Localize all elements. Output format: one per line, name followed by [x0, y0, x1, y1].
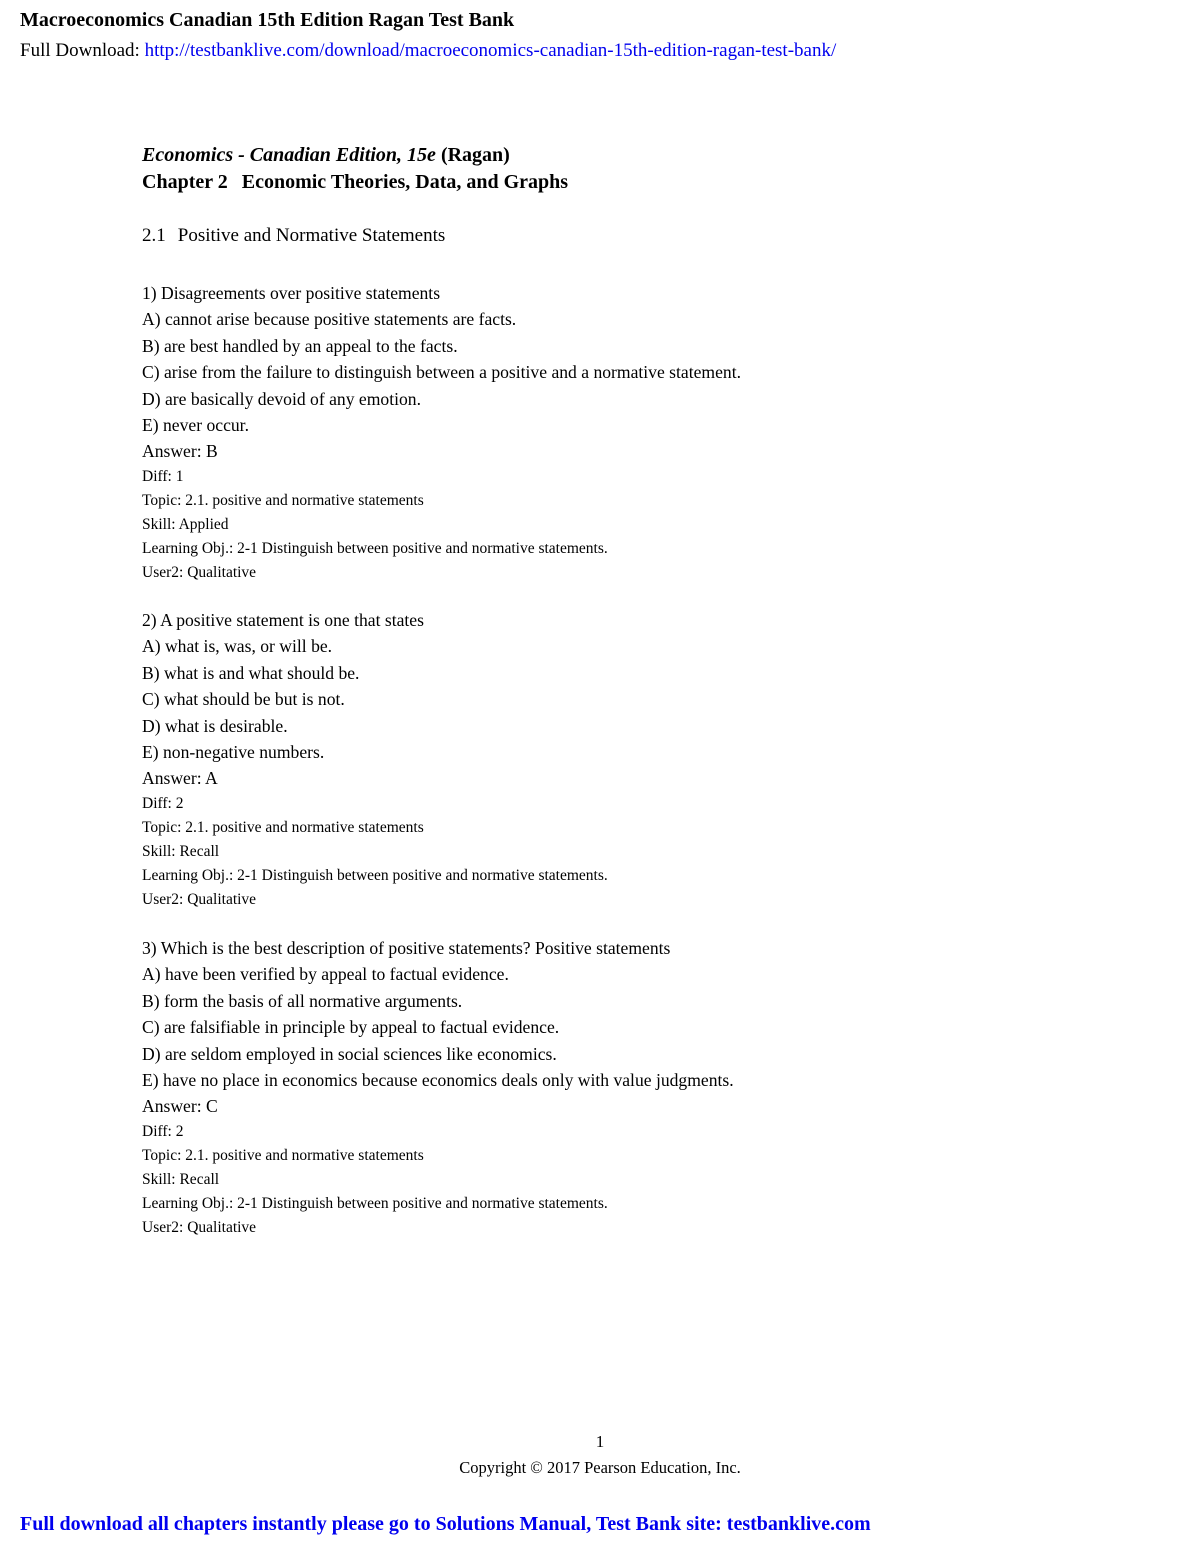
- full-download-link[interactable]: http://testbanklive.com/download/macroeconomics-canadian-15th-edition-ragan-test-bank/: [144, 40, 837, 61]
- copyright-notice: Copyright © 2017 Pearson Education, Inc.: [459, 1458, 741, 1477]
- correct-answer: Answer: C: [142, 1096, 218, 1117]
- answer-option: B) are best handled by an appeal to the facts.: [142, 335, 458, 356]
- download-banner: Full download all chapters instantly please go to Solutions Manual, Test Bank site: testbanklive.com: [20, 1513, 871, 1535]
- learning-objective: Learning Obj.: 2-1 Distinguish between positive and normative statements.: [142, 539, 608, 557]
- section-name: Positive and Normative Statements: [177, 225, 446, 246]
- full-download-line: [20, 40, 836, 62]
- difficulty: Diff: 2: [142, 1122, 184, 1140]
- question-block: [142, 935, 734, 1240]
- answer-option: B) what is and what should be.: [142, 662, 360, 683]
- skill: Skill: Applied: [142, 515, 229, 533]
- answer-option: A) cannot arise because positive statements are facts.: [142, 309, 517, 330]
- book-title-italic: Economics - Canadian Edition, 15e: [142, 144, 436, 166]
- section-number: 2.1: [142, 225, 166, 246]
- answer-option: E) non-negative numbers.: [142, 741, 325, 762]
- page-number: 1: [595, 1432, 605, 1451]
- correct-answer: Answer: A: [142, 768, 218, 789]
- answer-option: A) what is, was, or will be.: [142, 636, 333, 657]
- user2: User2: Qualitative: [142, 890, 257, 908]
- answer-option: A) have been verified by appeal to factual evidence.: [142, 964, 509, 985]
- answer-option: D) what is desirable.: [142, 715, 288, 736]
- topic: Topic: 2.1. positive and normative statements: [142, 818, 424, 836]
- learning-objective: Learning Obj.: 2-1 Distinguish between positive and normative statements.: [142, 1194, 608, 1212]
- question-stem: 3) Which is the best description of positive statements? Positive statements: [142, 938, 671, 958]
- topic: Topic: 2.1. positive and normative statements: [142, 491, 424, 509]
- answer-option: C) arise from the failure to distinguish between a positive and a normative statement.: [142, 362, 741, 383]
- question-block: [142, 607, 608, 912]
- answer-option: C) are falsifiable in principle by appeal to factual evidence.: [142, 1017, 560, 1038]
- user2: User2: Qualitative: [142, 1218, 257, 1236]
- skill: Skill: Recall: [142, 1170, 220, 1188]
- answer-option: E) have no place in economics because economics deals only with value judgments.: [142, 1069, 734, 1090]
- user2: User2: Qualitative: [142, 563, 257, 581]
- correct-answer: Answer: B: [142, 441, 218, 462]
- chapter-title: [142, 171, 568, 194]
- question-block: [142, 280, 741, 585]
- question-stem: 1) Disagreements over positive statements: [142, 283, 441, 303]
- question-stem: 2) A positive statement is one that states: [142, 610, 424, 630]
- answer-option: E) never occur.: [142, 414, 249, 435]
- difficulty: Diff: 2: [142, 794, 184, 812]
- answer-option: D) are seldom employed in social sciences like economics.: [142, 1043, 557, 1064]
- document-header-title: Macroeconomics Canadian 15th Edition Ragan Test Bank: [20, 9, 515, 31]
- topic: Topic: 2.1. positive and normative statements: [142, 1146, 424, 1164]
- skill: Skill: Recall: [142, 842, 220, 860]
- difficulty: Diff: 1: [142, 467, 184, 485]
- answer-option: D) are basically devoid of any emotion.: [142, 388, 421, 409]
- chapter-label: Chapter 2: [142, 171, 228, 193]
- chapter-name: Economic Theories, Data, and Graphs: [241, 171, 569, 193]
- book-title: [142, 144, 510, 167]
- full-download-label: Full Download:: [20, 40, 140, 61]
- answer-option: C) what should be but is not.: [142, 689, 345, 710]
- section-heading: [142, 225, 445, 247]
- answer-option: B) form the basis of all normative arguments.: [142, 990, 463, 1011]
- book-author: (Ragan): [440, 144, 510, 166]
- learning-objective: Learning Obj.: 2-1 Distinguish between positive and normative statements.: [142, 866, 608, 884]
